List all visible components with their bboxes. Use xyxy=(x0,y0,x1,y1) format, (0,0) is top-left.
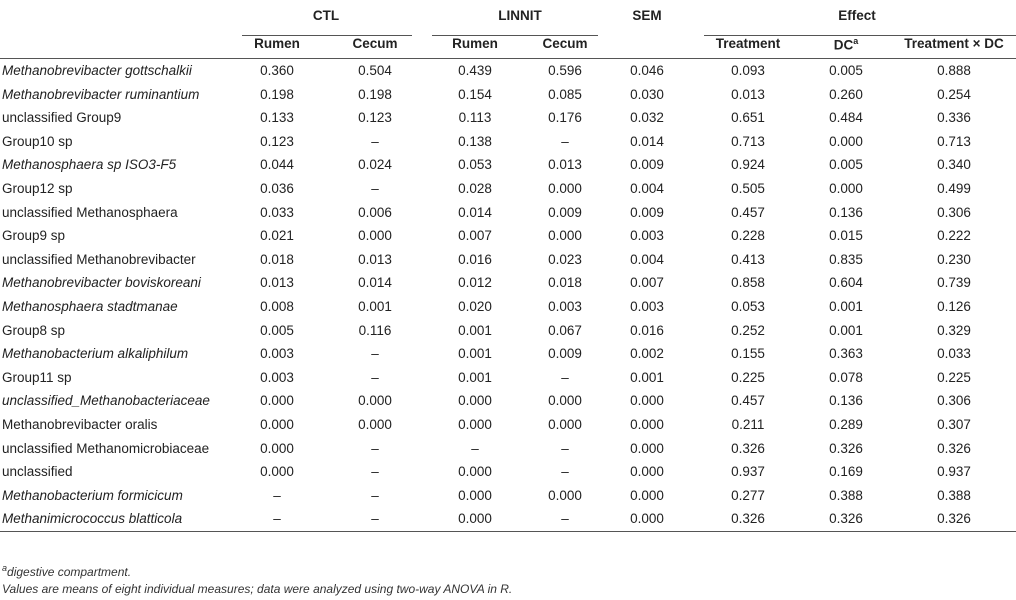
cell-treatment: 0.228 xyxy=(731,228,765,244)
cell-interaction: 0.329 xyxy=(937,322,971,338)
row-label: unclassified Methanomicrobiaceae xyxy=(2,440,210,456)
cell-linnit-rumen: 0.014 xyxy=(458,204,492,220)
cell-dc: 0.363 xyxy=(829,346,863,362)
cell-linnit-cecum: 0.009 xyxy=(548,346,582,362)
cell-ctl-cecum: 0.000 xyxy=(358,416,392,432)
footnote-note: Values are means of eight individual measures; data were analyzed using two-way ANOVA in R. xyxy=(2,582,513,596)
cell-ctl-rumen: 0.000 xyxy=(260,416,294,432)
table-row xyxy=(0,342,1016,366)
cell-linnit-rumen: 0.113 xyxy=(458,110,492,126)
cell-treatment: 0.651 xyxy=(731,110,765,126)
cell-ctl-cecum: – xyxy=(371,464,379,480)
table-row xyxy=(0,177,1016,201)
cell-ctl-rumen: 0.360 xyxy=(260,63,294,78)
row-label: Methanobrevibacter gottschalkii xyxy=(2,63,192,78)
subheader-linnit-rumen: Rumen xyxy=(452,36,498,51)
cell-interaction: 0.388 xyxy=(937,487,971,503)
cell-interaction: 0.499 xyxy=(937,180,971,196)
cell-ctl-rumen: 0.013 xyxy=(260,275,294,291)
cell-dc: 0.169 xyxy=(829,464,863,480)
footnote-a-marker: a xyxy=(2,563,8,573)
cell-treatment: 0.326 xyxy=(731,511,765,527)
cell-interaction: 0.033 xyxy=(937,346,971,362)
cell-dc: 0.136 xyxy=(829,393,863,409)
cell-treatment: 0.326 xyxy=(731,440,765,456)
row-label: Methanobrevibacter boviskoreani xyxy=(2,275,201,291)
cell-linnit-cecum: 0.085 xyxy=(548,86,582,102)
cell-dc: 0.388 xyxy=(829,487,863,503)
cell-ctl-rumen: 0.198 xyxy=(260,86,294,102)
table-row xyxy=(0,271,1016,295)
cell-linnit-cecum: 0.000 xyxy=(548,416,582,432)
cell-linnit-cecum: – xyxy=(561,440,569,456)
cell-interaction: 0.306 xyxy=(937,204,971,220)
cell-sem: 0.000 xyxy=(630,393,664,409)
cell-linnit-rumen: 0.020 xyxy=(458,298,492,314)
table-row xyxy=(0,437,1016,461)
cell-ctl-rumen: 0.123 xyxy=(260,133,294,149)
cell-interaction: 0.326 xyxy=(937,440,971,456)
cell-interaction: 0.306 xyxy=(937,393,971,409)
cell-dc: 0.005 xyxy=(829,157,863,173)
cell-interaction: 0.222 xyxy=(937,228,971,244)
cell-linnit-rumen: 0.439 xyxy=(458,63,492,78)
cell-ctl-rumen: 0.005 xyxy=(260,322,294,338)
table-row xyxy=(0,248,1016,272)
cell-treatment: 0.053 xyxy=(731,298,765,314)
cell-linnit-cecum: 0.176 xyxy=(548,110,582,126)
header-sem: SEM xyxy=(632,8,662,23)
cell-sem: 0.032 xyxy=(630,110,664,126)
cell-dc: 0.289 xyxy=(829,416,863,432)
cell-linnit-cecum: 0.003 xyxy=(548,298,582,314)
cell-linnit-rumen: 0.000 xyxy=(458,464,492,480)
cell-linnit-rumen: 0.053 xyxy=(458,157,492,173)
cell-dc: 0.326 xyxy=(829,511,863,527)
cell-linnit-cecum: 0.000 xyxy=(548,487,582,503)
cell-ctl-cecum: 0.006 xyxy=(358,204,392,220)
cell-ctl-cecum: 0.000 xyxy=(358,228,392,244)
table-row xyxy=(0,201,1016,225)
cell-treatment: 0.413 xyxy=(731,251,765,267)
cell-dc: 0.005 xyxy=(829,63,863,78)
data-table xyxy=(0,4,1016,532)
cell-ctl-cecum: – xyxy=(371,346,379,362)
cell-ctl-cecum: – xyxy=(371,133,379,149)
row-label: Group11 sp xyxy=(2,369,72,385)
cell-linnit-rumen: 0.001 xyxy=(458,322,492,338)
cell-interaction: 0.326 xyxy=(937,511,971,527)
cell-ctl-cecum: – xyxy=(371,180,379,196)
cell-interaction: 0.888 xyxy=(937,63,971,78)
row-label: Methanosphaera sp ISO3-F5 xyxy=(2,157,177,173)
cell-sem: 0.030 xyxy=(630,86,664,102)
row-label: Group12 sp xyxy=(2,180,73,196)
row-label: Group8 sp xyxy=(2,322,66,338)
cell-linnit-rumen: 0.000 xyxy=(458,416,492,432)
table-row xyxy=(0,389,1016,413)
cell-ctl-cecum: – xyxy=(371,369,379,385)
bottom-rule xyxy=(0,531,1016,532)
cell-linnit-rumen: 0.012 xyxy=(458,275,492,291)
table-row xyxy=(0,295,1016,319)
cell-sem: 0.046 xyxy=(630,63,664,78)
cell-ctl-rumen: 0.033 xyxy=(260,204,294,220)
cell-sem: 0.014 xyxy=(630,133,664,149)
cell-sem: 0.009 xyxy=(630,157,664,173)
cell-linnit-rumen: 0.000 xyxy=(458,487,492,503)
subheader-dc-label: DC xyxy=(833,37,854,53)
cell-linnit-rumen: 0.016 xyxy=(458,251,492,267)
cell-ctl-rumen: 0.000 xyxy=(260,464,294,480)
table-row xyxy=(0,507,1016,531)
row-label: unclassified xyxy=(2,464,73,480)
cell-ctl-cecum: – xyxy=(371,440,379,456)
cell-ctl-cecum: 0.024 xyxy=(358,157,392,173)
cell-dc: 0.078 xyxy=(829,369,863,385)
cell-treatment: 0.713 xyxy=(731,133,765,149)
cell-linnit-rumen: 0.028 xyxy=(458,180,492,196)
cell-linnit-rumen: 0.001 xyxy=(458,369,492,385)
cell-ctl-cecum: – xyxy=(371,487,379,503)
cell-ctl-cecum: – xyxy=(371,511,379,527)
cell-ctl-cecum: 0.014 xyxy=(358,275,392,291)
cell-interaction: 0.713 xyxy=(937,133,971,149)
table-row xyxy=(0,460,1016,484)
cell-linnit-cecum: 0.018 xyxy=(548,275,582,291)
cell-ctl-cecum: 0.116 xyxy=(358,322,392,338)
cell-linnit-rumen: 0.138 xyxy=(458,133,492,149)
sub-header-row xyxy=(0,28,1016,58)
cell-ctl-cecum: 0.013 xyxy=(358,251,392,267)
row-label: Methanimicrococcus blatticola xyxy=(2,511,183,527)
row-label: Methanobrevibacter oralis xyxy=(2,416,158,432)
cell-sem: 0.000 xyxy=(630,440,664,456)
cell-ctl-rumen: 0.036 xyxy=(260,180,294,196)
cell-linnit-cecum: 0.000 xyxy=(548,393,582,409)
cell-ctl-rumen: 0.018 xyxy=(260,251,294,267)
cell-sem: 0.000 xyxy=(630,511,664,527)
subheader-linnit-cecum: Cecum xyxy=(542,36,588,51)
row-label: unclassified Methanobrevibacter xyxy=(2,251,196,267)
subheader-ctl-rumen: Rumen xyxy=(254,36,300,51)
cell-treatment: 0.457 xyxy=(731,204,765,220)
cell-linnit-rumen: 0.007 xyxy=(458,228,492,244)
cell-sem: 0.016 xyxy=(630,322,664,338)
cell-treatment: 0.155 xyxy=(731,346,765,362)
cell-dc: 0.835 xyxy=(829,251,863,267)
cell-ctl-rumen: 0.044 xyxy=(260,157,294,173)
cell-linnit-cecum: 0.023 xyxy=(548,251,582,267)
row-label: unclassified_Methanobacteriaceae xyxy=(2,393,210,409)
cell-linnit-cecum: 0.596 xyxy=(548,63,582,78)
row-label: unclassified Group9 xyxy=(2,110,122,126)
cell-dc: 0.015 xyxy=(829,228,863,244)
cell-linnit-rumen: 0.154 xyxy=(458,86,492,102)
subheader-dc xyxy=(806,36,886,53)
cell-sem: 0.002 xyxy=(630,346,664,362)
cell-sem: 0.009 xyxy=(630,204,664,220)
table-body xyxy=(0,59,1016,531)
cell-ctl-rumen: 0.133 xyxy=(260,110,294,126)
cell-dc: 0.000 xyxy=(829,133,863,149)
cell-sem: 0.000 xyxy=(630,416,664,432)
table-row xyxy=(0,224,1016,248)
cell-interaction: 0.937 xyxy=(937,464,971,480)
cell-treatment: 0.225 xyxy=(731,369,765,385)
table-row xyxy=(0,130,1016,154)
cell-interaction: 0.336 xyxy=(937,110,971,126)
cell-treatment: 0.924 xyxy=(731,157,765,173)
cell-treatment: 0.093 xyxy=(731,63,765,78)
cell-sem: 0.004 xyxy=(630,251,664,267)
cell-ctl-rumen: 0.021 xyxy=(260,228,294,244)
cell-treatment: 0.252 xyxy=(731,322,765,338)
cell-interaction: 0.225 xyxy=(937,369,971,385)
cell-linnit-rumen: 0.000 xyxy=(458,511,492,527)
cell-sem: 0.000 xyxy=(630,487,664,503)
table-row xyxy=(0,83,1016,107)
table-row xyxy=(0,106,1016,130)
row-label: unclassified Methanosphaera xyxy=(2,204,178,220)
row-label: Group9 sp xyxy=(2,228,66,244)
cell-linnit-cecum: – xyxy=(561,369,569,385)
footnote-a xyxy=(2,563,131,579)
row-label: Methanobacterium formicicum xyxy=(2,487,183,503)
cell-linnit-cecum: – xyxy=(561,511,569,527)
cell-ctl-cecum: 0.198 xyxy=(358,86,392,102)
subheader-interaction: Treatment × DC xyxy=(904,36,1004,51)
cell-linnit-rumen: – xyxy=(471,440,479,456)
cell-sem: 0.007 xyxy=(630,275,664,291)
cell-dc: 0.326 xyxy=(829,440,863,456)
cell-dc: 0.001 xyxy=(829,298,863,314)
row-label: Methanosphaera stadtmanae xyxy=(2,298,178,314)
cell-ctl-cecum: 0.000 xyxy=(358,393,392,409)
subheader-treatment: Treatment xyxy=(715,36,781,51)
cell-linnit-rumen: 0.001 xyxy=(458,346,492,362)
cell-interaction: 0.307 xyxy=(937,416,971,432)
row-label: Methanobacterium alkaliphilum xyxy=(2,346,189,362)
table-row xyxy=(0,413,1016,437)
cell-ctl-cecum: 0.001 xyxy=(358,298,392,314)
subheader-dc-superscript: a xyxy=(853,36,859,46)
cell-linnit-cecum: – xyxy=(561,464,569,480)
cell-dc: 0.000 xyxy=(829,180,863,196)
table-row xyxy=(0,366,1016,390)
cell-interaction: 0.230 xyxy=(937,251,971,267)
cell-ctl-rumen: – xyxy=(273,511,281,527)
cell-interaction: 0.739 xyxy=(937,275,971,291)
cell-treatment: 0.277 xyxy=(731,487,765,503)
cell-ctl-rumen: 0.003 xyxy=(260,346,294,362)
cell-dc: 0.001 xyxy=(829,322,863,338)
cell-sem: 0.003 xyxy=(630,298,664,314)
group-header-row xyxy=(0,4,1016,28)
header-effect: Effect xyxy=(838,8,876,23)
cell-dc: 0.604 xyxy=(829,275,863,291)
row-label: Group10 sp xyxy=(2,133,73,149)
cell-sem: 0.000 xyxy=(630,464,664,480)
cell-dc: 0.260 xyxy=(829,86,863,102)
cell-ctl-rumen: 0.000 xyxy=(260,393,294,409)
row-label: Methanobrevibacter ruminantium xyxy=(2,86,200,102)
cell-interaction: 0.254 xyxy=(937,86,971,102)
cell-sem: 0.001 xyxy=(630,369,664,385)
table-row xyxy=(0,484,1016,508)
table-row xyxy=(0,153,1016,177)
cell-ctl-cecum: 0.123 xyxy=(358,110,392,126)
cell-interaction: 0.340 xyxy=(937,157,971,173)
cell-linnit-cecum: – xyxy=(561,133,569,149)
header-ctl: CTL xyxy=(312,8,340,23)
cell-dc: 0.484 xyxy=(829,110,863,126)
cell-linnit-cecum: 0.000 xyxy=(548,180,582,196)
cell-sem: 0.004 xyxy=(630,180,664,196)
cell-treatment: 0.457 xyxy=(731,393,765,409)
subheader-ctl-cecum: Cecum xyxy=(352,36,398,51)
cell-linnit-cecum: 0.009 xyxy=(548,204,582,220)
table-row xyxy=(0,59,1016,83)
cell-ctl-rumen: – xyxy=(273,487,281,503)
cell-sem: 0.003 xyxy=(630,228,664,244)
cell-linnit-cecum: 0.067 xyxy=(548,322,582,338)
cell-ctl-cecum: 0.504 xyxy=(358,63,392,78)
cell-linnit-cecum: 0.000 xyxy=(548,228,582,244)
cell-treatment: 0.505 xyxy=(731,180,765,196)
cell-ctl-rumen: 0.000 xyxy=(260,440,294,456)
table-row xyxy=(0,319,1016,343)
cell-ctl-rumen: 0.003 xyxy=(260,369,294,385)
cell-linnit-cecum: 0.013 xyxy=(548,157,582,173)
cell-linnit-rumen: 0.000 xyxy=(458,393,492,409)
cell-treatment: 0.013 xyxy=(731,86,765,102)
header-linnit: LINNIT xyxy=(498,8,542,23)
cell-dc: 0.136 xyxy=(829,204,863,220)
cell-interaction: 0.126 xyxy=(937,298,971,314)
cell-treatment: 0.858 xyxy=(731,275,765,291)
cell-treatment: 0.211 xyxy=(731,416,765,432)
cell-ctl-rumen: 0.008 xyxy=(260,298,294,314)
cell-treatment: 0.937 xyxy=(731,464,765,480)
footnote-a-text: digestive compartment. xyxy=(7,565,132,579)
